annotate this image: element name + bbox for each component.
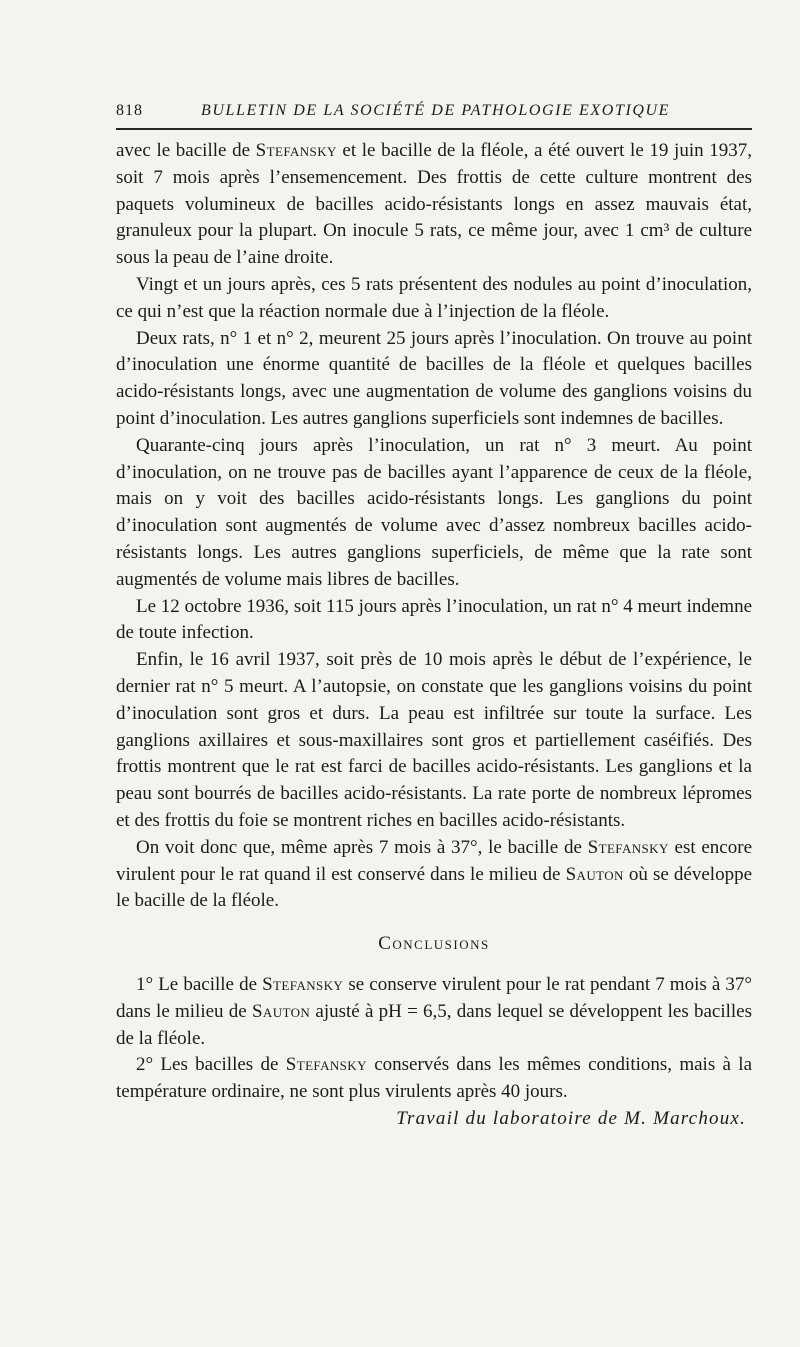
author-name: Sauton [565, 863, 624, 885]
conclusion-2: 2° Les bacilles de Stefansky conservés dans les mêmes conditions, mais à la température ordinaire, ne sont plus virulents après 40 jours. [116, 1054, 753, 1103]
paragraph-3: Deux rats, n° 1 et n° 2, meurent 25 jours après l’inoculation. On trouve au point d’inoculation une énorme quantité de bacilles de la fléole et quelques bacilles acido-résistants longs, avec une augmentation de volume des ganglions voisins du point d’inoculation. Les autres ganglions superficiels sont indemnes de bacilles. [116, 327, 752, 429]
author-name: Stefansky [255, 140, 337, 161]
author-name: Stefansky [262, 973, 344, 995]
laboratory-signature: Travail du laboratoire de M. Marchoux. [396, 1107, 746, 1129]
paragraph-5: Le 12 octobre 1936, soit 115 jours après l’inoculation, un rat n° 4 meurt indemne de toute infection. [116, 595, 752, 644]
running-head [116, 100, 752, 126]
paragraph-2: Vingt et un jours après, ces 5 rats présentent des nodules au point d’inoculation, ce qui n’est que la réaction normale due à l’injection de la fléole. [116, 273, 752, 322]
section-title-conclusions: Conclusions [378, 933, 490, 955]
header-rule [116, 128, 752, 130]
journal-title: BULLETIN DE LA SOCIÉTÉ DE PATHOLOGIE EXOTIQUE [201, 102, 671, 119]
page-number: 818 [116, 102, 143, 119]
paragraph-7: On voit donc que, même après 7 mois à 37°, le bacille de Stefansky est encore virulent pour le rat quand il est conservé dans le milieu de Sauton où se développe le bacille de la fléole. [116, 836, 753, 912]
conclusion-1: 1° Le bacille de Stefansky se conserve virulent pour le rat pendant 7 mois à 37° dans le milieu de Sauton ajusté à pH = 6,5, dans lequel se développent les bacilles de la fléole. [116, 973, 752, 1049]
author-name: Stefansky [285, 1054, 367, 1076]
paragraph-6: Enfin, le 16 avril 1937, soit près de 10 mois après le début de l’expérience, le dernier rat n° 5 meurt. A l’autopsie, on constate que les ganglions voisins du point d’inoculation sont gros et durs. La peau est infiltrée sur toute la surface. Les ganglions axillaires et sous-maxillaires sont gros et partiellement caséifiés. Des frottis montrent que le rat est farci de bacilles acido-résistants. Les ganglions et la peau sont bourrés de bacilles acido-résistants. La rate porte de nombreux lépromes et des frottis du foie se montrent riches en bacilles acido-résistants. [116, 649, 752, 831]
author-name: Stefansky [587, 836, 669, 858]
paragraph-4: Quarante-cinq jours après l’inoculation, un rat n° 3 meurt. Au point d’inoculation, on ne trouve pas de bacilles ayant l’apparence de ceux de la fléole, mais on y voit des bacilles acido-résistants longs. Les ganglions du point d’inoculation sont augmentés de volume avec d’assez nombreux bacilles acido-résistants longs. Les autres ganglions superficiels, de même que la rate sont augmentés de volume mais libres de bacilles. [116, 434, 752, 590]
paragraph-1: avec le bacille de Stefansky et le bacille de la fléole, a été ouvert le 19 juin 1937, soit 7 mois après l’ensemencement. Des frottis de cette culture montrent des paquets volumineux de bacilles acido-résistants longs en assez mauvais état, granuleux pour la plupart. On inocule 5 rats, ce même jour, avec 1 cm³ de culture sous la peau de l’aine droite. [116, 140, 752, 269]
article-body [116, 138, 752, 1133]
author-name: Sauton [251, 1000, 311, 1022]
